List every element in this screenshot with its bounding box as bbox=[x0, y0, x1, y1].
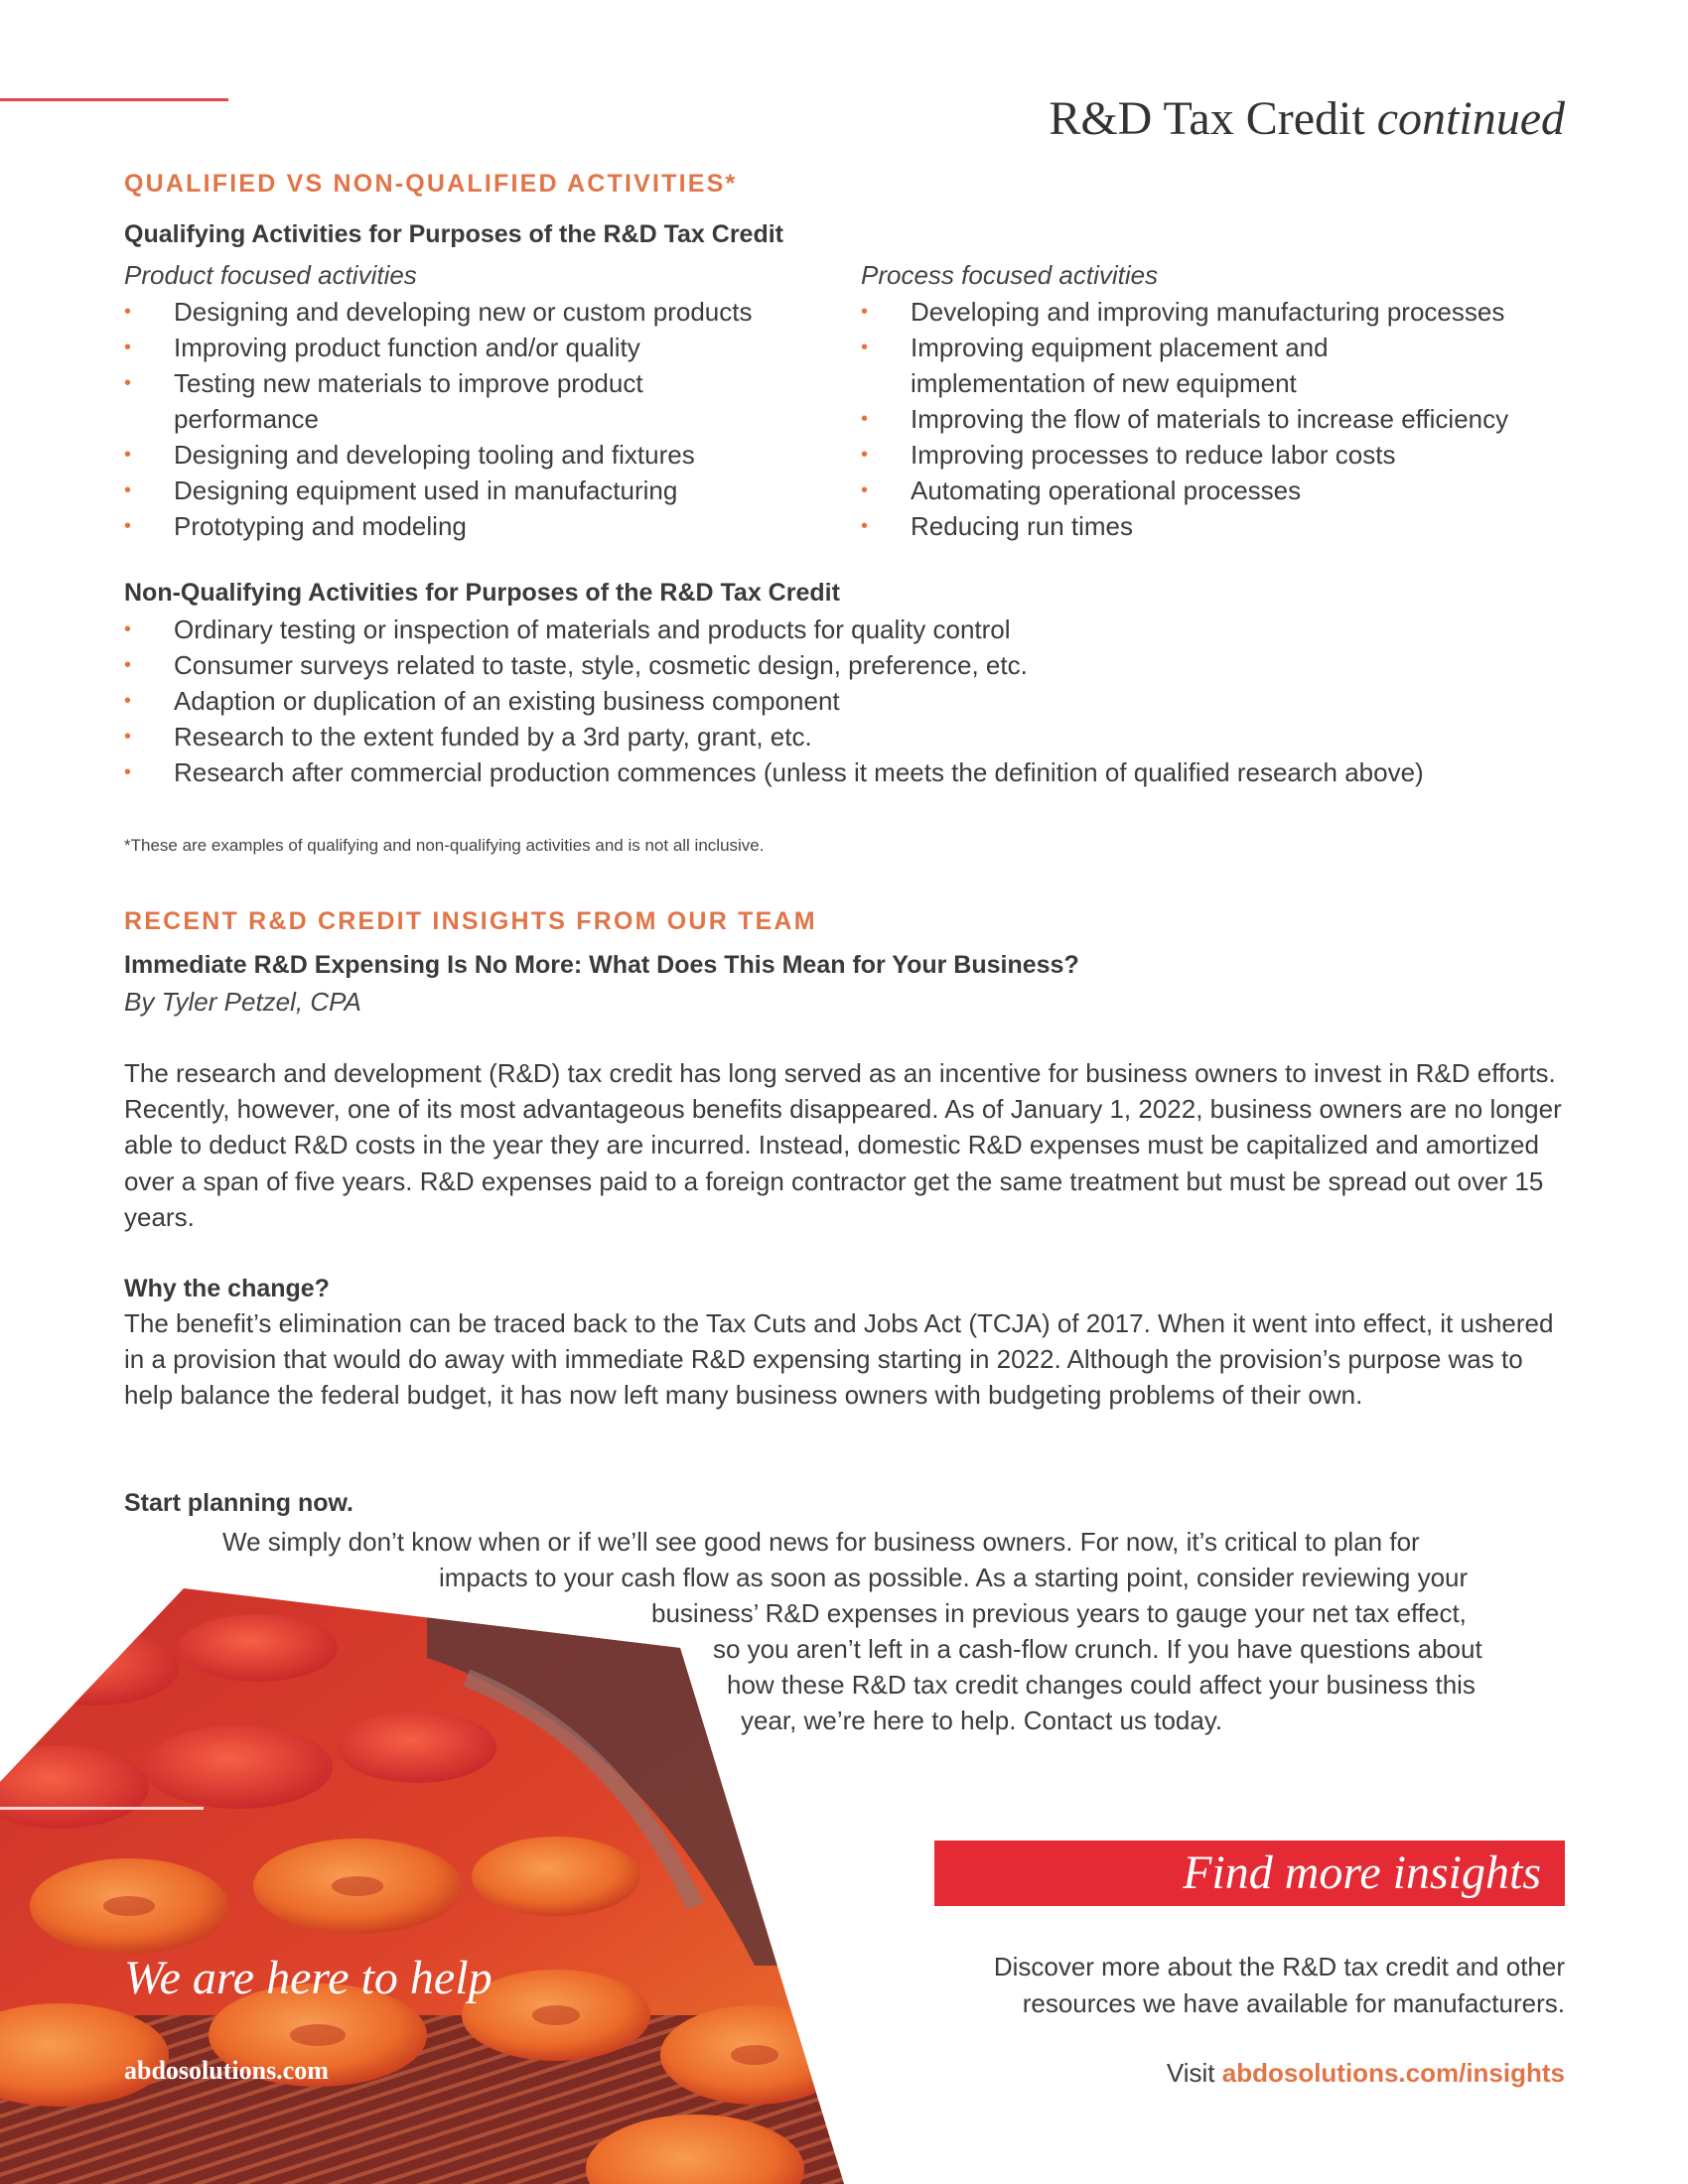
list-item: • Improving product function and/or quality bbox=[124, 330, 819, 365]
list-item: • Designing and developing tooling and fixtures bbox=[124, 437, 819, 473]
process-focused-heading: Process focused activities bbox=[861, 260, 1159, 290]
list-item: • Designing equipment used in manufacturing bbox=[124, 473, 819, 508]
list-item: • Prototyping and modeling bbox=[124, 508, 819, 544]
article-paragraph-why: The benefit’s elimination can be traced back to the Tax Cuts and Jobs Act (TCJA) of 2017. When it went into effect, it ushered in a provision that would do away with immediate R&D expensing starting in 2022. Although the provision’s purpose was to help balance the federal budget, it has now left many business owners with budgeting problems of their own. bbox=[124, 1308, 1554, 1411]
list-item: • Testing new materials to improve product performance bbox=[124, 365, 730, 437]
qualified-section-heading: QUALIFIED VS NON-QUALIFIED ACTIVITIES* bbox=[124, 170, 738, 198]
article-paragraph-intro: The research and development (R&D) tax credit has long served as an incentive for business owners to invest in R&D efforts. Recently, however, one of its most advantageous benefits disappeared. As of January 1, 2022, business owners are no longer able to deduct R&D costs in the year they are incurred. Instead, domestic R&D expenses must be capitalized and amortized over a span of five years. R&D expenses paid to a foreign contractor get the same treatment but must be spread out over 15 years. bbox=[124, 1058, 1562, 1232]
find-insights-description-line: resources we have available for manufacturers. bbox=[1022, 1988, 1565, 2018]
product-focused-list bbox=[124, 294, 819, 544]
process-focused-list bbox=[861, 294, 1586, 544]
article-paragraph-planning-line: business’ R&D expenses in previous years to gauge your net tax effect, bbox=[651, 1598, 1467, 1628]
list-item: • Research to the extent funded by a 3rd party, grant, etc. bbox=[124, 719, 1584, 754]
top-accent-rule bbox=[0, 98, 228, 101]
list-item: • Improving equipment placement and implementation of new equipment bbox=[861, 330, 1427, 401]
find-insights-description bbox=[994, 1949, 1565, 2022]
list-item: • Reducing run times bbox=[861, 508, 1586, 544]
page-title: R&D Tax Credit continued bbox=[1049, 92, 1565, 145]
article-paragraph-planning-line: how these R&D tax credit changes could affect your business this bbox=[727, 1670, 1476, 1700]
insights-section-heading: RECENT R&D CREDIT INSIGHTS FROM OUR TEAM bbox=[124, 907, 817, 935]
visit-line bbox=[1167, 2058, 1565, 2089]
list-item: • Improving the flow of materials to increase efficiency bbox=[861, 401, 1586, 437]
article-paragraph-planning-line: so you aren’t left in a cash-flow crunch. If you have questions about bbox=[713, 1634, 1482, 1664]
list-item: • Consumer surveys related to taste, style, cosmetic design, preference, etc. bbox=[124, 647, 1584, 683]
non-qualifying-list bbox=[124, 612, 1584, 790]
non-qualifying-activities-heading: Non-Qualifying Activities for Purposes of the R&D Tax Credit bbox=[124, 579, 840, 607]
visit-label: Visit bbox=[1166, 2058, 1215, 2088]
why-change-heading: Why the change? bbox=[124, 1275, 330, 1302]
article-paragraph-planning-line: We simply don’t know when or if we’ll see good news for business owners. For now, it’s critical to plan for bbox=[222, 1527, 1420, 1557]
article-byline: By Tyler Petzel, CPA bbox=[124, 987, 361, 1017]
product-focused-heading: Product focused activities bbox=[124, 260, 417, 290]
product-photo-panel bbox=[0, 1588, 854, 2184]
help-panel-rule bbox=[0, 1807, 204, 1810]
list-item: • Developing and improving manufacturing processes bbox=[861, 294, 1586, 330]
article-title: Immediate R&D Expensing Is No More: What Does This Mean for Your Business? bbox=[124, 951, 1079, 979]
find-insights-description-line: Discover more about the R&D tax credit and other bbox=[993, 1952, 1565, 1981]
find-insights-banner bbox=[934, 1841, 1565, 1906]
list-item: • Automating operational processes bbox=[861, 473, 1586, 508]
insights-link[interactable]: abdosolutions.com/insights bbox=[1221, 2058, 1565, 2088]
donut-conveyor-photo bbox=[0, 1588, 854, 2184]
list-item: • Research after commercial production commences (unless it meets the definition of qualified research above) bbox=[124, 754, 1584, 790]
activities-footnote: *These are examples of qualifying and non-qualifying activities and is not all inclusive. bbox=[124, 836, 765, 855]
help-website-url: abdosolutions.com bbox=[124, 2056, 329, 2085]
list-item: • Improving processes to reduce labor costs bbox=[861, 437, 1586, 473]
start-planning-heading: Start planning now. bbox=[124, 1489, 354, 1517]
article-paragraph-planning-line: year, we’re here to help. Contact us today. bbox=[741, 1706, 1223, 1735]
help-tagline: We are here to help bbox=[124, 1952, 492, 2004]
list-item: • Ordinary testing or inspection of materials and products for quality control bbox=[124, 612, 1584, 647]
list-item: • Designing and developing new or custom products bbox=[124, 294, 819, 330]
qualifying-activities-heading: Qualifying Activities for Purposes of the R&D Tax Credit bbox=[124, 220, 783, 248]
article-paragraph-planning-line: impacts to your cash flow as soon as possible. As a starting point, consider reviewing your bbox=[439, 1563, 1469, 1592]
list-item: • Adaption or duplication of an existing business component bbox=[124, 683, 1584, 719]
find-insights-title: Find more insights bbox=[1183, 1846, 1541, 1899]
